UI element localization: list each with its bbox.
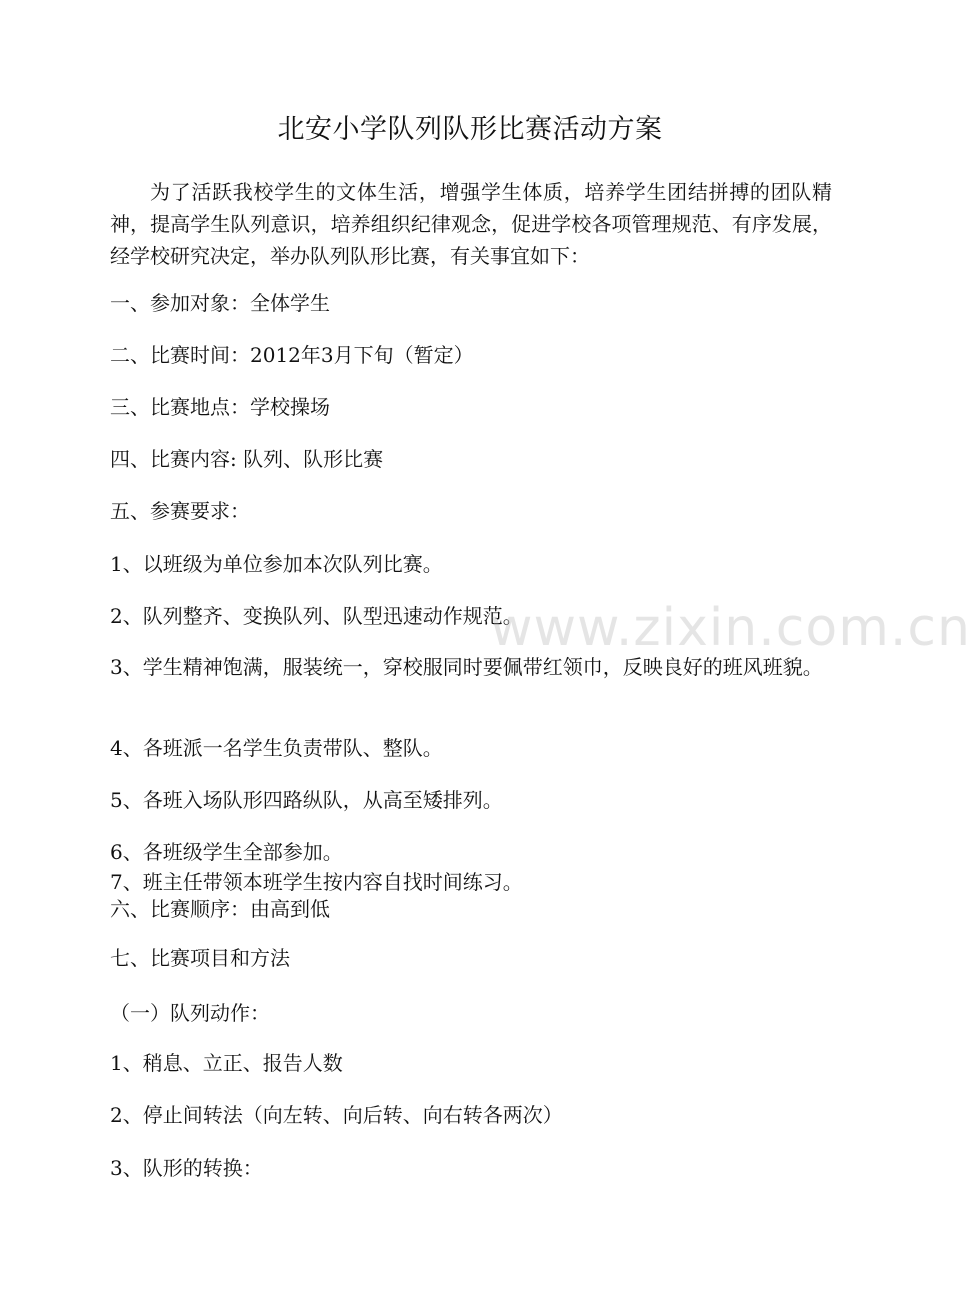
requirement-7: 7、班主任带领本班学生按内容自找时间练习。 (110, 870, 523, 894)
subsection-drill-actions: （一）队列动作： (110, 1001, 270, 1025)
drill-item-3: 3、队形的转换： (110, 1156, 263, 1180)
section-events-methods: 七、比赛项目和方法 (110, 946, 290, 970)
requirement-1: 1、以班级为单位参加本次队列比赛。 (110, 552, 443, 576)
drill-item-2: 2、停止间转法（向左转、向后转、向右转各两次） (110, 1103, 563, 1127)
requirement-6: 6、各班级学生全部参加。 (110, 840, 343, 864)
section-content: 四、比赛内容: 队列、队形比赛 (110, 447, 384, 471)
section-order: 六、比赛顺序：由高到低 (110, 897, 330, 921)
requirement-5: 5、各班入场队形四路纵队，从高至矮排列。 (110, 788, 503, 812)
watermark: www.zixin.com.cn (490, 598, 971, 658)
requirement-4: 4、各班派一名学生负责带队、整队。 (110, 736, 443, 760)
section-requirements: 五、参赛要求： (110, 499, 250, 523)
section-location: 三、比赛地点：学校操场 (110, 395, 330, 419)
drill-item-1: 1、稍息、立正、报告人数 (110, 1051, 343, 1075)
requirement-3: 3、学生精神饱满，服装统一，穿校服同时要佩带红领巾，反映良好的班风班貌。 (110, 655, 823, 679)
document-title: 北安小学队列队形比赛活动方案 (277, 114, 663, 145)
requirement-2: 2、队列整齐、变换队列、队型迅速动作规范。 (110, 604, 523, 628)
intro-paragraph: 为了活跃我校学生的文体生活，增强学生体质，培养学生团结拼搏的团队精神，提高学生队列意识，培养组织纪律观念，促进学校各项管理规范、有序发展，经学校研究决定，举办队列队形比赛，有关事宜如下： (110, 180, 832, 268)
section-time: 二、比赛时间：2012年3月下旬（暂定） (110, 343, 474, 367)
section-participants: 一、参加对象：全体学生 (110, 291, 330, 315)
